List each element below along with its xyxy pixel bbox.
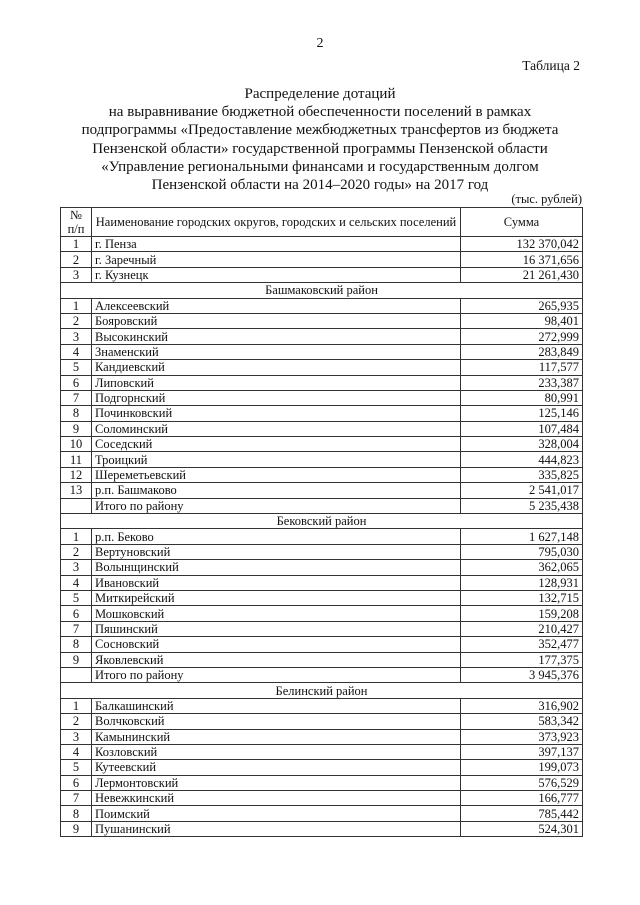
page-number: 2 — [316, 36, 324, 51]
row-sum: 352,477 — [461, 637, 583, 652]
row-number: 8 — [61, 637, 92, 652]
row-number: 7 — [61, 390, 92, 405]
row-number — [61, 498, 92, 513]
section-title: Башмаковский район — [61, 283, 583, 298]
table-row — [61, 652, 583, 667]
document-title — [40, 85, 600, 194]
table-row — [61, 467, 583, 482]
table-row — [61, 375, 583, 390]
row-sum: 397,137 — [461, 744, 583, 759]
row-number: 11 — [61, 452, 92, 467]
row-name: Шереметьевский — [92, 467, 461, 482]
row-name: Починковский — [92, 406, 461, 421]
row-name: Вертуновский — [92, 544, 461, 559]
row-name: Ивановский — [92, 575, 461, 590]
units-label: (тыс. рублей) — [511, 192, 582, 206]
row-sum: 335,825 — [461, 467, 583, 482]
row-sum: 132 370,042 — [461, 237, 583, 252]
row-number: 10 — [61, 437, 92, 452]
table-row — [61, 237, 583, 252]
row-sum: 210,427 — [461, 621, 583, 636]
row-name: Алексеевский — [92, 298, 461, 313]
section-row — [61, 514, 583, 529]
row-sum: 5 235,438 — [461, 498, 583, 513]
title-line: на выравнивание бюджетной обеспеченности поселений в рамках — [108, 104, 532, 121]
row-name: Липовский — [92, 375, 461, 390]
table-row — [61, 575, 583, 590]
row-number: 2 — [61, 313, 92, 328]
table-row — [61, 590, 583, 605]
row-sum: 272,999 — [461, 329, 583, 344]
header-sum: Сумма — [461, 208, 583, 237]
row-name: Кандиевский — [92, 360, 461, 375]
row-name: Итого по району — [92, 667, 461, 682]
row-name: р.п. Беково — [92, 529, 461, 544]
row-name: Троицкий — [92, 452, 461, 467]
row-number: 1 — [61, 698, 92, 713]
section-row — [61, 683, 583, 698]
table-row — [61, 437, 583, 452]
subsidy-table — [60, 207, 583, 837]
table-row — [61, 390, 583, 405]
table-row — [61, 421, 583, 436]
row-name: Лермонтовский — [92, 775, 461, 790]
row-number: 7 — [61, 621, 92, 636]
row-number: 5 — [61, 360, 92, 375]
row-name: Знаменский — [92, 344, 461, 359]
table-row — [61, 452, 583, 467]
row-name: Высокинский — [92, 329, 461, 344]
table-body — [61, 237, 583, 837]
row-name: Камынинский — [92, 729, 461, 744]
row-sum: 576,529 — [461, 775, 583, 790]
table-row — [61, 698, 583, 713]
row-name: Волынщинский — [92, 560, 461, 575]
row-name: Соседский — [92, 437, 461, 452]
section-title: Бековский район — [61, 514, 583, 529]
row-name: г. Пенза — [92, 237, 461, 252]
row-name: Подгорнский — [92, 390, 461, 405]
table-row — [61, 775, 583, 790]
row-number: 8 — [61, 806, 92, 821]
row-number: 3 — [61, 329, 92, 344]
row-name: Сосновский — [92, 637, 461, 652]
row-sum: 21 261,430 — [461, 267, 583, 282]
row-number: 7 — [61, 791, 92, 806]
row-sum: 80,991 — [461, 390, 583, 405]
row-number: 3 — [61, 267, 92, 282]
table-row — [61, 560, 583, 575]
row-sum: 2 541,017 — [461, 483, 583, 498]
row-sum: 132,715 — [461, 590, 583, 605]
table-row — [61, 498, 583, 513]
row-sum: 3 945,376 — [461, 667, 583, 682]
row-sum: 16 371,656 — [461, 252, 583, 267]
row-number: 8 — [61, 406, 92, 421]
row-sum: 328,004 — [461, 437, 583, 452]
table-row — [61, 760, 583, 775]
row-name: Козловский — [92, 744, 461, 759]
row-number: 4 — [61, 575, 92, 590]
table-row — [61, 360, 583, 375]
row-name: р.п. Башмаково — [92, 483, 461, 498]
row-number: 2 — [61, 252, 92, 267]
row-number: 1 — [61, 529, 92, 544]
row-sum: 373,923 — [461, 729, 583, 744]
row-name: Поимский — [92, 806, 461, 821]
row-number: 4 — [61, 744, 92, 759]
header-name: Наименование городских округов, городских и сельских поселений — [92, 208, 461, 237]
table-header-row — [61, 208, 583, 237]
row-name: Невежкинский — [92, 791, 461, 806]
row-name: Соломинский — [92, 421, 461, 436]
row-number: 6 — [61, 775, 92, 790]
table-row — [61, 744, 583, 759]
table-row — [61, 544, 583, 559]
title-line: «Управление региональными финансами и государственным долгом — [101, 158, 539, 175]
row-sum: 444,823 — [461, 452, 583, 467]
title-line: Пензенской области» государственной программы Пензенской области — [92, 140, 548, 157]
table-row — [61, 529, 583, 544]
row-name: г. Заречный — [92, 252, 461, 267]
row-number: 9 — [61, 421, 92, 436]
table-label: Таблица 2 — [522, 58, 580, 73]
row-number: 6 — [61, 606, 92, 621]
section-title: Белинский район — [61, 683, 583, 698]
row-sum: 177,375 — [461, 652, 583, 667]
table-row — [61, 621, 583, 636]
header-num: № п/п — [61, 208, 92, 237]
table-row — [61, 714, 583, 729]
row-number: 4 — [61, 344, 92, 359]
table-row — [61, 667, 583, 682]
row-name: Мошковский — [92, 606, 461, 621]
row-sum: 283,849 — [461, 344, 583, 359]
row-sum: 199,073 — [461, 760, 583, 775]
section-row — [61, 283, 583, 298]
row-name: Пушанинский — [92, 821, 461, 836]
table-row — [61, 406, 583, 421]
row-sum: 107,484 — [461, 421, 583, 436]
row-sum: 795,030 — [461, 544, 583, 559]
row-sum: 583,342 — [461, 714, 583, 729]
row-sum: 316,902 — [461, 698, 583, 713]
row-sum: 159,208 — [461, 606, 583, 621]
row-sum: 166,777 — [461, 791, 583, 806]
row-name: Яковлевский — [92, 652, 461, 667]
table-row — [61, 729, 583, 744]
row-sum: 265,935 — [461, 298, 583, 313]
row-sum: 524,301 — [461, 821, 583, 836]
row-number: 2 — [61, 544, 92, 559]
table-row — [61, 344, 583, 359]
table-row — [61, 791, 583, 806]
row-sum: 1 627,148 — [461, 529, 583, 544]
table-row — [61, 483, 583, 498]
title-line: Пензенской области на 2014–2020 годы» на 2017 год — [151, 177, 489, 194]
row-number: 1 — [61, 237, 92, 252]
row-sum: 128,931 — [461, 575, 583, 590]
row-name: Миткирейский — [92, 590, 461, 605]
table-row — [61, 252, 583, 267]
row-sum: 117,577 — [461, 360, 583, 375]
row-number: 3 — [61, 560, 92, 575]
row-number: 3 — [61, 729, 92, 744]
table-row — [61, 267, 583, 282]
table-row — [61, 637, 583, 652]
row-number: 2 — [61, 714, 92, 729]
table-row — [61, 329, 583, 344]
row-name: Балкашинский — [92, 698, 461, 713]
row-number: 5 — [61, 760, 92, 775]
row-number: 6 — [61, 375, 92, 390]
row-number: 1 — [61, 298, 92, 313]
row-name: Кутеевский — [92, 760, 461, 775]
row-number: 13 — [61, 483, 92, 498]
row-number: 9 — [61, 652, 92, 667]
row-name: Бояровский — [92, 313, 461, 328]
title-line: подпрограммы «Предоставление межбюджетных трансфертов из бюджета — [81, 122, 559, 139]
table-row — [61, 806, 583, 821]
table-row — [61, 606, 583, 621]
table-row — [61, 313, 583, 328]
table-row — [61, 821, 583, 836]
row-name: Итого по району — [92, 498, 461, 513]
row-number: 12 — [61, 467, 92, 482]
row-name: Пяшинский — [92, 621, 461, 636]
table-row — [61, 298, 583, 313]
row-name: г. Кузнецк — [92, 267, 461, 282]
row-name: Волчковский — [92, 714, 461, 729]
row-sum: 125,146 — [461, 406, 583, 421]
row-sum: 785,442 — [461, 806, 583, 821]
row-sum: 233,387 — [461, 375, 583, 390]
row-number — [61, 667, 92, 682]
row-number: 9 — [61, 821, 92, 836]
row-sum: 98,401 — [461, 313, 583, 328]
row-sum: 362,065 — [461, 560, 583, 575]
row-number: 5 — [61, 590, 92, 605]
title-line: Распределение дотаций — [244, 86, 396, 102]
